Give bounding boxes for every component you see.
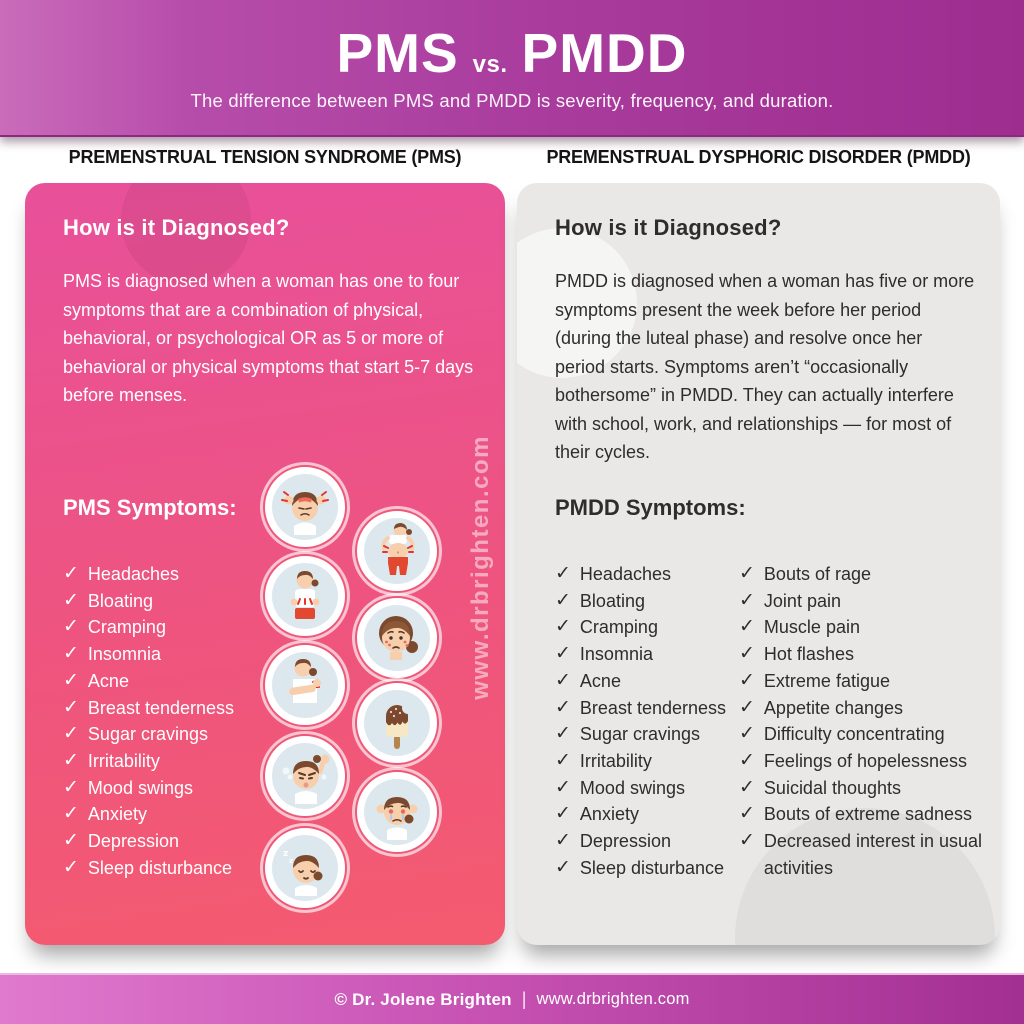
list-item: ✓ Irritability — [555, 748, 739, 775]
check-icon: ✓ — [63, 696, 79, 718]
check-icon: ✓ — [63, 589, 79, 611]
footer-bar — [0, 973, 1024, 1024]
list-item: ✓ Breast tenderness — [555, 695, 739, 722]
title-pms: PMS — [336, 22, 459, 84]
pms-symptoms-heading: PMS Symptoms: — [63, 495, 237, 520]
pmdd-card — [517, 183, 1000, 945]
list-item: ✓ Cramping — [63, 614, 483, 641]
check-icon: ✓ — [63, 776, 79, 798]
list-item: ✓ Appetite changes — [739, 695, 989, 722]
check-icon: ✓ — [555, 589, 571, 611]
acne-icon — [355, 596, 439, 680]
footer-separator: | — [521, 989, 527, 1009]
cramping-icon — [263, 554, 347, 638]
pms-diagnosed-text: PMS is diagnosed when a woman has one to four symptoms that are a combination of physical, behavioral, or psychological OR as 5 or more of behavioral or physical symptoms that start 5-7 days before menses. — [63, 271, 474, 405]
check-icon: ✓ — [739, 830, 755, 852]
list-item: ✓ Bouts of extreme sadness — [739, 801, 989, 828]
pmdd-symptoms-column-1 — [555, 561, 739, 881]
check-icon: ✓ — [63, 669, 79, 691]
irritability-icon — [263, 734, 347, 818]
copyright-text: © Dr. Jolene Brighten — [334, 989, 512, 1009]
check-icon: ✓ — [555, 616, 571, 638]
check-icon: ✓ — [555, 803, 571, 825]
crying-icon — [355, 770, 439, 854]
list-item: ✓ Extreme fatigue — [739, 668, 989, 695]
pmdd-column-heading: PREMENSTRUAL DYSPHORIC DISORDER (PMDD) — [546, 147, 971, 167]
check-icon: ✓ — [555, 776, 571, 798]
check-icon: ✓ — [555, 669, 571, 691]
list-item: ✓ Anxiety — [555, 801, 739, 828]
check-icon: ✓ — [739, 749, 755, 771]
pmdd-symptoms-heading: PMDD Symptoms: — [555, 495, 746, 520]
svg-text:z: z — [289, 857, 294, 865]
pmdd-symptoms-column-2 — [739, 561, 989, 881]
check-icon: ✓ — [63, 830, 79, 852]
check-icon: ✓ — [555, 723, 571, 745]
list-item: ✓ Joint pain — [739, 588, 989, 615]
list-item: ✓ Insomnia — [555, 641, 739, 668]
list-item: ✓ Mood swings — [63, 775, 483, 802]
list-item: ✓ Feelings of hopelessness — [739, 748, 989, 775]
breast-tenderness-icon — [263, 643, 347, 727]
list-item: ✓ Cramping — [555, 614, 739, 641]
list-item: ✓ Acne — [63, 668, 483, 695]
list-item: ✓ Hot flashes — [739, 641, 989, 668]
check-icon: ✓ — [63, 749, 79, 771]
list-item: ✓ Difficulty concentrating — [739, 721, 989, 748]
subtitle: The difference between PMS and PMDD is severity, frequency, and duration. — [190, 90, 834, 111]
list-item: ✓ Anxiety — [63, 801, 483, 828]
pmdd-diagnosed-text: PMDD is diagnosed when a woman has five or more symptoms present the week before her period (during the luteal phase) and resolve once her period starts. Symptoms aren’t “occasionally bothersome” in PMDD. They can actually interfere with school, work, and relationships — for most of their cycles. — [555, 271, 975, 462]
check-icon: ✓ — [63, 563, 79, 584]
list-item: ✓ Acne — [555, 668, 739, 695]
watermark: www.drbrighten.com — [467, 435, 494, 700]
list-item: ✓ Sugar cravings — [555, 721, 739, 748]
check-icon: ✓ — [63, 803, 79, 825]
list-item: ✓ Bloating — [555, 588, 739, 615]
check-icon: ✓ — [63, 616, 79, 638]
check-icon: ✓ — [739, 776, 755, 798]
check-icon: ✓ — [555, 643, 571, 665]
list-item: ✓ Headaches — [63, 561, 483, 588]
list-item: ✓ Sugar cravings — [63, 721, 483, 748]
check-icon: ✓ — [63, 856, 79, 878]
page-title — [0, 0, 1024, 84]
list-item: ✓ Insomnia — [63, 641, 483, 668]
ice-cream-icon — [355, 681, 439, 765]
bloating-icon — [355, 509, 439, 593]
check-icon: ✓ — [555, 830, 571, 852]
list-item: ✓ Suicidal thoughts — [739, 775, 989, 802]
pms-column-heading: PREMENSTRUAL TENSION SYNDROME (PMS) — [68, 147, 462, 167]
list-item: ✓ Bloating — [63, 588, 483, 615]
list-item: ✓ Muscle pain — [739, 614, 989, 641]
check-icon: ✓ — [739, 589, 755, 611]
list-item: ✓ Sleep disturbance — [63, 855, 483, 882]
title-vs: vs. — [472, 51, 508, 78]
check-icon: ✓ — [555, 563, 571, 584]
check-icon: ✓ — [739, 616, 755, 638]
list-item: ✓ Depression — [555, 828, 739, 855]
list-item: ✓ Headaches — [555, 561, 739, 588]
list-item: ✓ Breast tenderness — [63, 695, 483, 722]
check-icon: ✓ — [739, 696, 755, 718]
check-icon: ✓ — [739, 723, 755, 745]
check-icon: ✓ — [555, 856, 571, 878]
pms-diagnosed-heading: How is it Diagnosed? — [63, 215, 290, 240]
check-icon: ✓ — [555, 696, 571, 718]
check-icon: ✓ — [63, 723, 79, 745]
list-item: ✓ Decreased interest in usual activities — [739, 830, 983, 878]
list-item: ✓ Mood swings — [555, 775, 739, 802]
header-band — [0, 0, 1024, 137]
list-item: ✓ Depression — [63, 828, 483, 855]
check-icon: ✓ — [63, 643, 79, 665]
sleep-icon — [263, 826, 347, 910]
check-icon: ✓ — [739, 643, 755, 665]
check-icon: ✓ — [739, 563, 755, 584]
list-item: ✓ Sleep disturbance — [555, 855, 739, 882]
list-item: ✓ Bouts of rage — [739, 561, 989, 588]
check-icon: ✓ — [739, 803, 755, 825]
title-pmdd: PMDD — [521, 22, 688, 84]
check-icon: ✓ — [739, 669, 755, 691]
check-icon: ✓ — [555, 749, 571, 771]
footer-website: www.drbrighten.com — [536, 990, 690, 1008]
list-item: ✓ Irritability — [63, 748, 483, 775]
svg-text:z: z — [283, 849, 289, 859]
pms-card — [25, 183, 505, 945]
pmdd-diagnosed-heading: How is it Diagnosed? — [555, 215, 782, 240]
headache-icon — [263, 465, 347, 549]
